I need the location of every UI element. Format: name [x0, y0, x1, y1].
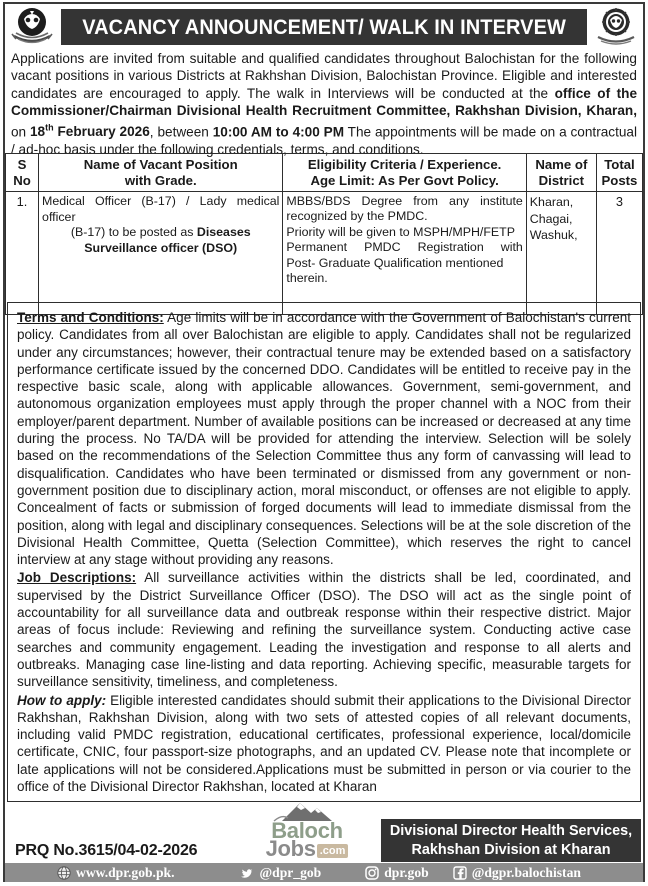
- intro-office-bold: office of the Commissioner/Chairman Divisional Health Recruitment Committee, Rakhshan Division, Kharan,: [11, 85, 638, 119]
- table-header-row: [6, 154, 643, 192]
- instagram-icon: [365, 866, 379, 880]
- intro-text-d: , between: [149, 124, 213, 140]
- row-districts: [526, 192, 596, 315]
- social-instagram[interactable]: [365, 865, 428, 881]
- how-to-apply-label: How to apply:: [17, 692, 107, 708]
- column-header-district-l1: Name of: [535, 157, 588, 172]
- row-position-bold1: Diseases: [196, 225, 251, 239]
- social-twitter[interactable]: [240, 865, 321, 881]
- column-header-district: [526, 154, 596, 192]
- social-facebook-label: @dgpr.balochistan: [471, 864, 581, 880]
- intro-time-bold: 10:00 AM to 4:00 PM: [212, 124, 345, 140]
- row-position-line2: (B-17) to be posted as: [70, 225, 197, 239]
- social-instagram-label: dpr.gob: [384, 864, 429, 880]
- intro-date-rest: February 2026: [53, 124, 150, 140]
- row-eligibility-line5: Post- Graduate Qualification mentioned: [286, 255, 504, 270]
- table-row: [6, 192, 643, 315]
- balochistan-government-emblem-icon: [6, 6, 58, 48]
- column-header-posts-l2: Posts: [601, 172, 638, 188]
- column-header-eligibility-l1: Eligibility Criteria / Experience.: [307, 157, 502, 172]
- row-districts-text: Kharan, Chagai, Washuk,: [529, 195, 578, 242]
- row-eligibility-line2: recognized by the PMDC.: [286, 209, 428, 224]
- column-header-district-l2: District: [538, 172, 585, 188]
- vacancy-table: [5, 153, 643, 315]
- row-position-line1: Medical Officer (B-17) / Lady medical officer: [42, 194, 280, 224]
- banner: [61, 9, 587, 45]
- signature-block: [381, 819, 641, 862]
- facebook-icon: [453, 866, 467, 880]
- column-header-sno-l1: S No: [13, 157, 31, 188]
- row-eligibility-line1: MBBS/BDS Degree from any institute: [286, 194, 523, 208]
- conditions-container: [7, 302, 641, 802]
- intro-text-c: on: [11, 124, 30, 140]
- column-header-posts-l1: Total: [604, 157, 635, 172]
- row-eligibility-line6: therein.: [286, 271, 328, 286]
- column-header-posts: [596, 154, 642, 192]
- how-to-apply-text: Eligible interested candidates should submit their applications to the Divisional Director Rakhshan, Rakhshan Division, along with two sets of attested copies of all relevant documents, including valid PMDC registration, educational certificates, professional experience, local/domicile certificate, CNIC, four passport-size photographs, and an updated CV. Please note that incomplete or late applications will not be considered.Applications must be submitted in person or via courier to the office of the Divisional Director Rakhshan, located at Kharan: [17, 692, 631, 795]
- job-descriptions-paragraph: [17, 569, 631, 690]
- health-department-emblem-icon: [590, 6, 642, 48]
- row-position: [39, 192, 283, 315]
- social-website-label: www.dpr.gob.pk.: [76, 864, 175, 880]
- banner-title: VACANCY ANNOUNCEMENT/ WALK IN INTERVEW: [82, 14, 566, 39]
- job-descriptions-text: All surveillance activities within the districts shall be led, coordinated, and supervised by the District Surveillance Officer (DSO). The DSO will act as the single point of accountability for all surveillance data and outbreak response within their respective district. Major areas of focus include: Reviewing and refining the surveillance system. Conducting active case searches and community engagement. Leading the investigation and response to all alerts and outbreaks. Managing case line-listing and data reporting. Achieving specific, measurable targets for surveillance sensitivity, timeliness, and completeness.: [17, 570, 631, 690]
- column-header-sno: [6, 154, 39, 192]
- row-eligibility-line3: Priority will be given to MSPH/MPH/FETP: [286, 224, 516, 239]
- how-to-apply-paragraph: [17, 692, 631, 796]
- row-eligibility: [283, 192, 526, 315]
- social-media-bar: [5, 863, 643, 882]
- row-total-posts: 3: [596, 192, 642, 315]
- row-eligibility-line4: Permanent PMDC Registration with: [286, 240, 523, 255]
- terms-label: Terms and Conditions:: [17, 310, 164, 325]
- intro-text-e: The appointments will be made on a contractual / ad-hoc basis under the following credentials, terms, and conditions.: [11, 124, 637, 157]
- social-twitter-label: @dpr_gob: [259, 864, 322, 880]
- column-header-eligibility: [283, 154, 526, 192]
- social-website[interactable]: [57, 865, 174, 881]
- intro-paragraph: [11, 50, 637, 158]
- document-header: [6, 5, 642, 49]
- signature-line2: Rakhshan Division at Kharan: [411, 841, 611, 858]
- intro-date-number: 18: [30, 124, 46, 140]
- row-position-bold2: Surveillance officer (DSO): [84, 240, 238, 255]
- twitter-icon: [240, 866, 254, 880]
- job-descriptions-label: Job Descriptions:: [17, 570, 137, 586]
- terms-text: Age limits will be in accordance with the Government of Balochistan's current policy. Candidates from all over Balochistan are eligible to apply. Candidates shall not be regularized under any circumstances; however, their contractual tenure may be extended based on a satisfactory performance certificate issued by the concerned DDO. Candidates will be entitled to receive pay in the respective basic scale, along with applicable allowances. Government, semi-government, and autonomous organization employees must apply through the proper channel with a NOC from their employer/parent department. Number of available positions can be increased or decreased at any time during the process. No TA/DA will be provided for attending the interview. Selection will be solely based on the recommendations of the Selection Committee thus any form of canvassing will lead to disqualification. Candidates who have been terminated or dismissed from any government or non-government position due to disciplinary action, moral misconduct, or offenses are not eligible to apply. Concealment of facts or submission of forged documents will lead to immediate dismissal from the position, along with legal and disciplinary consequences. Selections will be at the sole discretion of the Divisional Health Committee, Quetta (Selection Committee), which reserves the right to cancel interview at any stage without providing any reasons.: [17, 310, 631, 568]
- balochjobs-watermark: [243, 800, 371, 861]
- terms-and-conditions-paragraph: [17, 309, 631, 568]
- social-facebook[interactable]: [453, 865, 581, 881]
- column-header-position-l2: with Grade.: [124, 172, 197, 188]
- signature-line1: Divisional Director Health Services,: [389, 822, 633, 839]
- prq-number: PRQ No.3615/04-02-2026: [15, 842, 198, 859]
- intro-date-suffix: th: [45, 122, 54, 133]
- intro-text-a: Applications are invited from suitable and qualified candidates throughout Balochistan for the following vacant positions in various Districts at Rakhshan Division, Balochistan Province. Eligible and interested candidates are encouraged to apply. The walk in Interviews will be conducted at the: [11, 51, 637, 101]
- row-sno: 1.: [6, 192, 39, 315]
- column-header-eligibility-l2: Age Limit: As Per Govt Policy.: [310, 172, 499, 188]
- globe-icon: [57, 866, 71, 880]
- watermark-jobs-row: [243, 838, 371, 860]
- column-header-position-l1: Name of Vacant Position: [83, 157, 238, 172]
- watermark-baloch: Baloch: [271, 818, 343, 843]
- watermark-tld: .com: [317, 844, 349, 858]
- watermark-jobs: Jobs: [265, 836, 316, 861]
- column-header-position: [39, 154, 283, 192]
